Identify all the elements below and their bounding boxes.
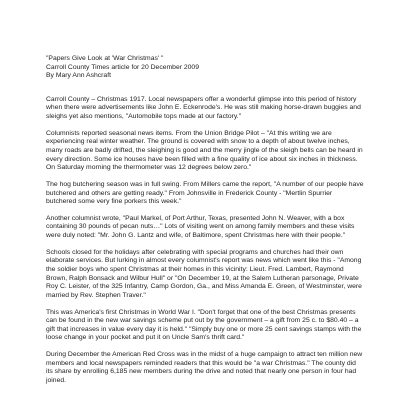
article-byline: By Mary Ann Ashcraft [46,72,111,80]
paragraph: Another columnist wrote, "Paul Markel, of Port Arthur, Texas, presented John N. Weaver, with a box containing 30 pounds of pecan nuts…" Lots of visiting went on among family members and these visits were duly noted: "Mr. John G. Lantz and wife, of Baltimore, spent Christmas here with their people." [46,214,355,240]
article-source: Carroll County Times article for 20 December 2009 [46,63,199,71]
article-title: "Papers Give Look at 'War Christmas' " [46,55,164,62]
paragraph: Columnists reported seasonal news items. From the Union Bridge Pilot – "At this writing we are experiencing real winter weather. The ground is covered with snow to a depth of about twelve inches, many roads are badly drifted, the sleighing is good and the merry jingle of the sleigh bells can be heard in every direction. Some ice houses have been filled with a fine quality of ice about six inches in thickness. On Saturday morning the thermometer was 12 degrees below zero." [46,129,363,172]
paragraph: Carroll County – Christmas 1917. Local newspapers offer a wonderful glimpse into this period of history when there were advertisements like John E. Eckenrode's. He was still making horse-drawn buggies and sleighs yet also mentions, "Automobile tops made at our factory." [46,95,361,120]
article-body [46,96,364,386]
paragraph: During December the American Red Cross was in the midst of a huge campaign to attract ten million new members and local newspapers reminded readers that this would be "a war Christmas." The county did its share by enrolling 6,185 new members during the drive and noted that nearly one person in four had joined. [46,351,363,384]
paragraph: The hog butchering season was in full swing. From Millers came the report, "A number of our people have butchered and others are getting ready." From Johnsville in Frederick County - "Mertlin Spurrier butchered some very fine porkers this week." [46,180,364,206]
article-header [46,55,364,81]
paragraph: Schools closed for the holidays after celebrating with special programs and churches had their own elaborate services. But lurking in almost every columnist's report was news which went like this - "Among the soldier boys who spent Christmas at their homes in this vicinity: Lieut. Fred. Lambert, Raymond Brown, Ralph Bonsack and Wilbur Hull" or "On December 19, at the Salem Lutheran parsonage, Private Roy C. Leister, of the 325 Infantry, Camp Gordon, Ga., and Miss Amanda E. Green, of Westminster, were married by Rev. Stephen Traver." [46,248,362,299]
paragraph: This was America's first Christmas in World War I. "Don't forget that one of the best Christmas presents can be found in the new war savings scheme put out by the government – a gift from 25 c. to $80.40 – a gift that increases in value every day it is held." "Simply buy one or more 25 cent savings stamps with the loose change in your pocket and put it on Uncle Sam's thrift card." [46,308,362,342]
